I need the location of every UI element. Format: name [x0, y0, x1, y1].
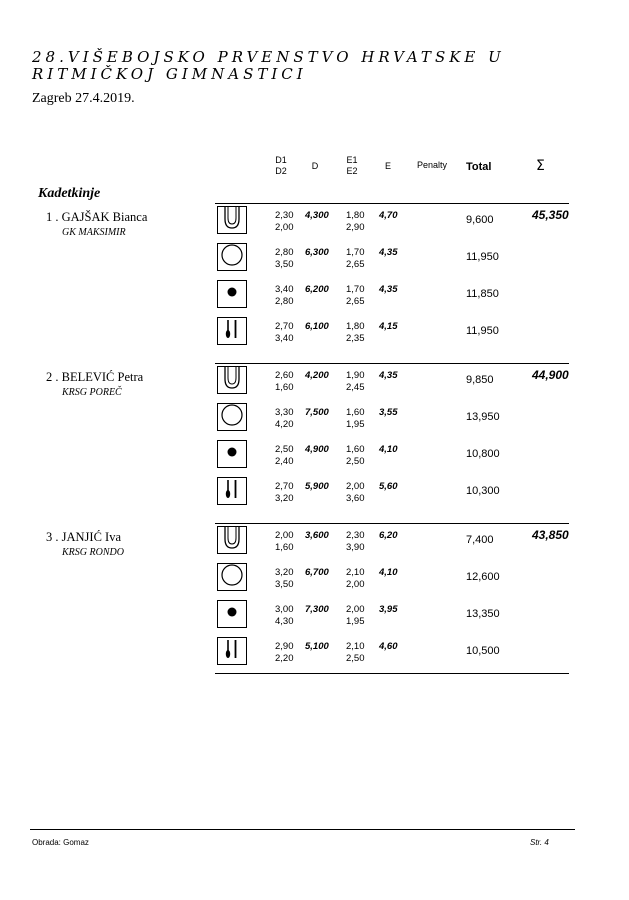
- hoop-icon: [220, 403, 244, 432]
- score-d: 6,200: [305, 284, 329, 295]
- apparatus-box: [217, 317, 247, 345]
- score-e1: 1,60: [346, 407, 365, 418]
- clubs-icon: [220, 317, 244, 346]
- score-e1: 2,00: [346, 481, 365, 492]
- athlete-name: 1 . GAJŠAK Bianca: [46, 210, 148, 224]
- score-e1: 1,80: [346, 210, 365, 221]
- score-d2: 4,30: [275, 616, 294, 627]
- score-d2: 3,50: [275, 579, 294, 590]
- score-d2: 1,60: [275, 542, 294, 553]
- apparatus-box: [217, 637, 247, 665]
- score-e: 4,60: [379, 641, 398, 652]
- score-e1: 1,70: [346, 247, 365, 258]
- score-total: 10,500: [466, 645, 500, 657]
- score-e2: 2,35: [346, 333, 365, 344]
- score-e1: 1,60: [346, 444, 365, 455]
- score-e2: 2,45: [346, 382, 365, 393]
- footer-divider: [30, 829, 575, 830]
- score-e2: 1,95: [346, 419, 365, 430]
- table-bottom-divider: [215, 673, 569, 674]
- ball-icon: [220, 440, 244, 469]
- score-e: 4,70: [379, 210, 398, 221]
- score-total: 11,850: [466, 288, 499, 300]
- score-e: 4,15: [379, 321, 398, 332]
- athlete-name: 2 . BELEVIĆ Petra: [46, 370, 144, 384]
- score-d: 5,900: [305, 481, 329, 492]
- score-e: 4,35: [379, 284, 398, 295]
- score-d2: 2,20: [275, 653, 294, 664]
- score-e2: 2,50: [346, 456, 365, 467]
- score-d1: 3,30: [275, 407, 294, 418]
- apparatus-box: [217, 243, 247, 271]
- score-e2: 3,60: [346, 493, 365, 504]
- score-d2: 3,20: [275, 493, 294, 504]
- score-d2: 4,20: [275, 419, 294, 430]
- document-subtitle: Zagreb 27.4.2019.: [32, 91, 135, 106]
- score-d2: 3,50: [275, 259, 294, 270]
- score-e1: 2,30: [346, 530, 365, 541]
- header-d: D: [311, 161, 319, 171]
- apparatus-box: [217, 477, 247, 505]
- score-total: 12,600: [466, 571, 500, 583]
- athlete-club: GK MAKSIMIR: [62, 227, 126, 238]
- score-e: 3,95: [379, 604, 398, 615]
- header-e2: E2: [346, 166, 358, 176]
- score-e2: 2,50: [346, 653, 365, 664]
- ball-icon: [220, 600, 244, 629]
- header-d1-d2: [270, 155, 292, 177]
- apparatus-box: [217, 280, 247, 308]
- score-total: 7,400: [466, 534, 494, 546]
- header-total: Total: [466, 161, 492, 173]
- score-d2: 2,00: [275, 222, 294, 233]
- header-e: E: [384, 161, 391, 171]
- hoop-icon: [220, 243, 244, 272]
- athlete-divider: [215, 203, 569, 204]
- score-d: 6,100: [305, 321, 329, 332]
- footer-page-number: Str. 4: [530, 838, 549, 847]
- apparatus-box: [217, 526, 247, 554]
- score-d1: 3,40: [275, 284, 294, 295]
- score-total: 10,800: [466, 448, 500, 460]
- athlete-club: KRSG POREČ: [62, 387, 122, 398]
- athlete-grand-total: 45,350: [532, 208, 569, 222]
- score-e1: 2,10: [346, 641, 365, 652]
- apparatus-box: [217, 440, 247, 468]
- score-d: 3,600: [305, 530, 329, 541]
- score-e2: 2,90: [346, 222, 365, 233]
- score-d1: 3,00: [275, 604, 294, 615]
- score-d: 4,300: [305, 210, 329, 221]
- hoop-ribbon-icon: [221, 526, 243, 555]
- category-title: Kadetkinje: [38, 186, 101, 201]
- score-d1: 2,60: [275, 370, 294, 381]
- score-e: 4,10: [379, 444, 398, 455]
- score-e: 5,60: [379, 481, 398, 492]
- score-e2: 2,65: [346, 296, 365, 307]
- score-e: 3,55: [379, 407, 398, 418]
- score-d1: 2,90: [275, 641, 294, 652]
- score-e1: 1,90: [346, 370, 365, 381]
- score-d1: 2,30: [275, 210, 294, 221]
- score-e: 4,35: [379, 370, 398, 381]
- score-d1: 2,00: [275, 530, 294, 541]
- hoop-icon: [220, 563, 244, 592]
- athlete-divider: [215, 363, 569, 364]
- apparatus-box: [217, 403, 247, 431]
- score-d2: 1,60: [275, 382, 294, 393]
- score-d1: 3,20: [275, 567, 294, 578]
- athlete-club: KRSG RONDO: [62, 547, 124, 558]
- score-e1: 2,10: [346, 567, 365, 578]
- score-e1: 1,80: [346, 321, 365, 332]
- score-d1: 2,80: [275, 247, 294, 258]
- apparatus-box: [217, 563, 247, 591]
- score-d1: 2,50: [275, 444, 294, 455]
- score-e2: 3,90: [346, 542, 365, 553]
- score-total: 13,350: [466, 608, 500, 620]
- score-d: 4,900: [305, 444, 329, 455]
- score-d2: 2,80: [275, 296, 294, 307]
- score-e: 6,20: [379, 530, 398, 541]
- score-e2: 1,95: [346, 616, 365, 627]
- score-e1: 1,70: [346, 284, 365, 295]
- score-total: 11,950: [466, 325, 499, 337]
- ball-icon: [220, 280, 244, 309]
- header-e1-e2: [341, 155, 363, 177]
- score-total: 13,950: [466, 411, 500, 423]
- score-d: 7,300: [305, 604, 329, 615]
- apparatus-box: [217, 366, 247, 394]
- score-total: 10,300: [466, 485, 500, 497]
- apparatus-box: [217, 206, 247, 234]
- header-d2: D2: [275, 166, 287, 176]
- score-d: 6,300: [305, 247, 329, 258]
- score-d: 6,700: [305, 567, 329, 578]
- header-e1: E1: [346, 155, 358, 165]
- score-e2: 2,00: [346, 579, 365, 590]
- score-e: 4,35: [379, 247, 398, 258]
- athlete-name: 3 . JANJIĆ Iva: [46, 530, 121, 544]
- score-total: 9,850: [466, 374, 494, 386]
- score-d: 7,500: [305, 407, 329, 418]
- athlete-grand-total: 44,900: [532, 368, 569, 382]
- hoop-ribbon-icon: [221, 366, 243, 395]
- score-e1: 2,00: [346, 604, 365, 615]
- score-total: 11,950: [466, 251, 499, 263]
- footer-credit: Obrada: Gomaz: [32, 838, 89, 847]
- athlete-grand-total: 43,850: [532, 528, 569, 542]
- score-d2: 2,40: [275, 456, 294, 467]
- header-sum: Σ: [536, 158, 545, 174]
- score-d2: 3,40: [275, 333, 294, 344]
- score-total: 9,600: [466, 214, 494, 226]
- header-d1: D1: [275, 155, 287, 165]
- score-e2: 2,65: [346, 259, 365, 270]
- document-title: 28.VIŠEBOJSKO PRVENSTVO HRVATSKE U RITMIČKOJ GIMNASTICI: [32, 48, 505, 83]
- score-d: 4,200: [305, 370, 329, 381]
- clubs-icon: [220, 637, 244, 666]
- hoop-ribbon-icon: [221, 206, 243, 235]
- score-e: 4,10: [379, 567, 398, 578]
- athlete-divider: [215, 523, 569, 524]
- score-d1: 2,70: [275, 321, 294, 332]
- header-penalty: Penalty: [416, 160, 448, 170]
- score-d1: 2,70: [275, 481, 294, 492]
- clubs-icon: [220, 477, 244, 506]
- score-d: 5,100: [305, 641, 329, 652]
- apparatus-box: [217, 600, 247, 628]
